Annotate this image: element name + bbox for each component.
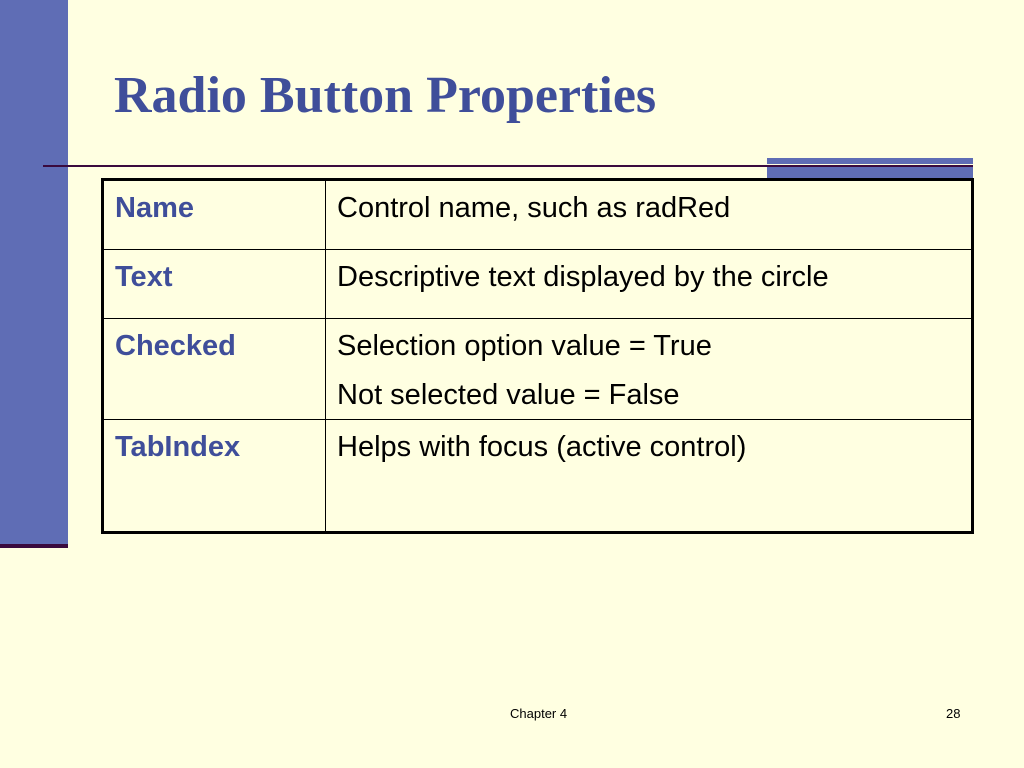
description-line: Helps with focus (active control) (337, 431, 747, 463)
property-name-cell: Name (103, 180, 326, 250)
footer-page-number: 28 (946, 706, 961, 721)
property-description-cell (326, 180, 973, 250)
table-row-name (103, 180, 973, 250)
table-row-text (103, 250, 973, 319)
property-description-cell (326, 420, 973, 533)
slide-title: Radio Button Properties (114, 67, 657, 124)
left-accent-bar (0, 0, 68, 546)
description-line: Descriptive text displayed by the circle (337, 261, 829, 293)
description-line: Not selected value = False (337, 379, 680, 411)
property-description-cell (326, 250, 973, 319)
title-underline-rule (43, 165, 973, 167)
property-description-cell (326, 319, 973, 420)
properties-table (101, 178, 974, 534)
property-name-cell: TabIndex (103, 420, 326, 533)
description-line: Selection option value = True (337, 330, 712, 362)
description-line: Control name, such as radRed (337, 192, 731, 224)
title-accent-block (767, 158, 973, 178)
property-name-cell: Checked (103, 319, 326, 420)
left-accent-bar-cap (0, 544, 68, 548)
table-row-tabindex (103, 420, 973, 533)
footer-chapter-label: Chapter 4 (510, 706, 568, 721)
table-row-checked (103, 319, 973, 420)
property-name-cell: Text (103, 250, 326, 319)
